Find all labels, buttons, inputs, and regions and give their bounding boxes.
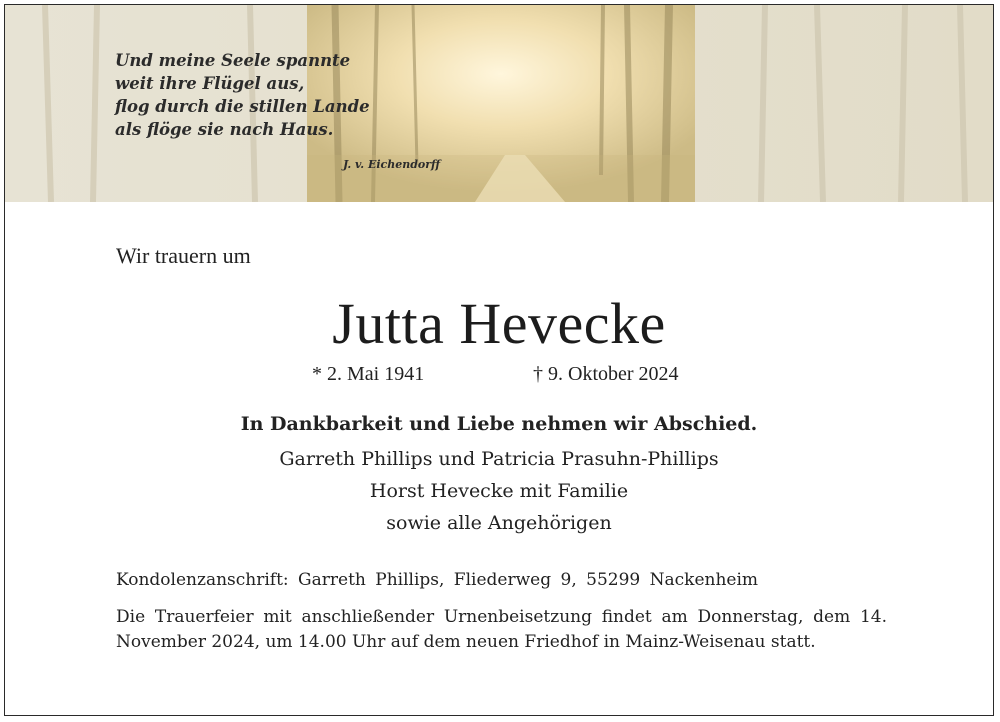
- poem-line: flog durch die stillen Lande: [115, 97, 370, 116]
- forest-banner-image: [5, 5, 993, 202]
- poem-line: Und meine Seele spannte: [115, 51, 351, 70]
- mourner-line: sowie alle Angehörigen: [386, 512, 612, 534]
- birth-date: * 2. Mai 1941: [312, 363, 425, 385]
- poem-line: als flöge sie nach Haus.: [115, 120, 334, 139]
- poem-verse: [115, 49, 370, 141]
- obituary-notice: [4, 4, 994, 716]
- mourning-intro: Wir trauern um: [116, 243, 251, 268]
- poem-line: weit ihre Flügel aus,: [115, 74, 305, 93]
- poem-author: J. v. Eichendorff: [343, 158, 441, 171]
- farewell-line: In Dankbarkeit und Liebe nehmen wir Abschied.: [240, 413, 758, 435]
- mourner-line: Garreth Phillips und Patricia Prasuhn-Phillips: [279, 448, 719, 470]
- mourner-line: Horst Hevecke mit Familie: [369, 480, 629, 502]
- deceased-name: Jutta Hevecke: [332, 291, 666, 356]
- funeral-details: Die Trauerfeier mit anschließender Urnenbeisetzung findet am Donnerstag, dem 14. November 2024, um 14.00 Uhr auf dem neuen Friedhof in Mainz-Weisenau statt.: [116, 607, 887, 652]
- condolence-address: Kondolenzanschrift: Garreth Phillips, Fliederweg 9, 55299 Nackenheim: [116, 570, 759, 590]
- death-date: † 9. Oktober 2024: [533, 363, 679, 385]
